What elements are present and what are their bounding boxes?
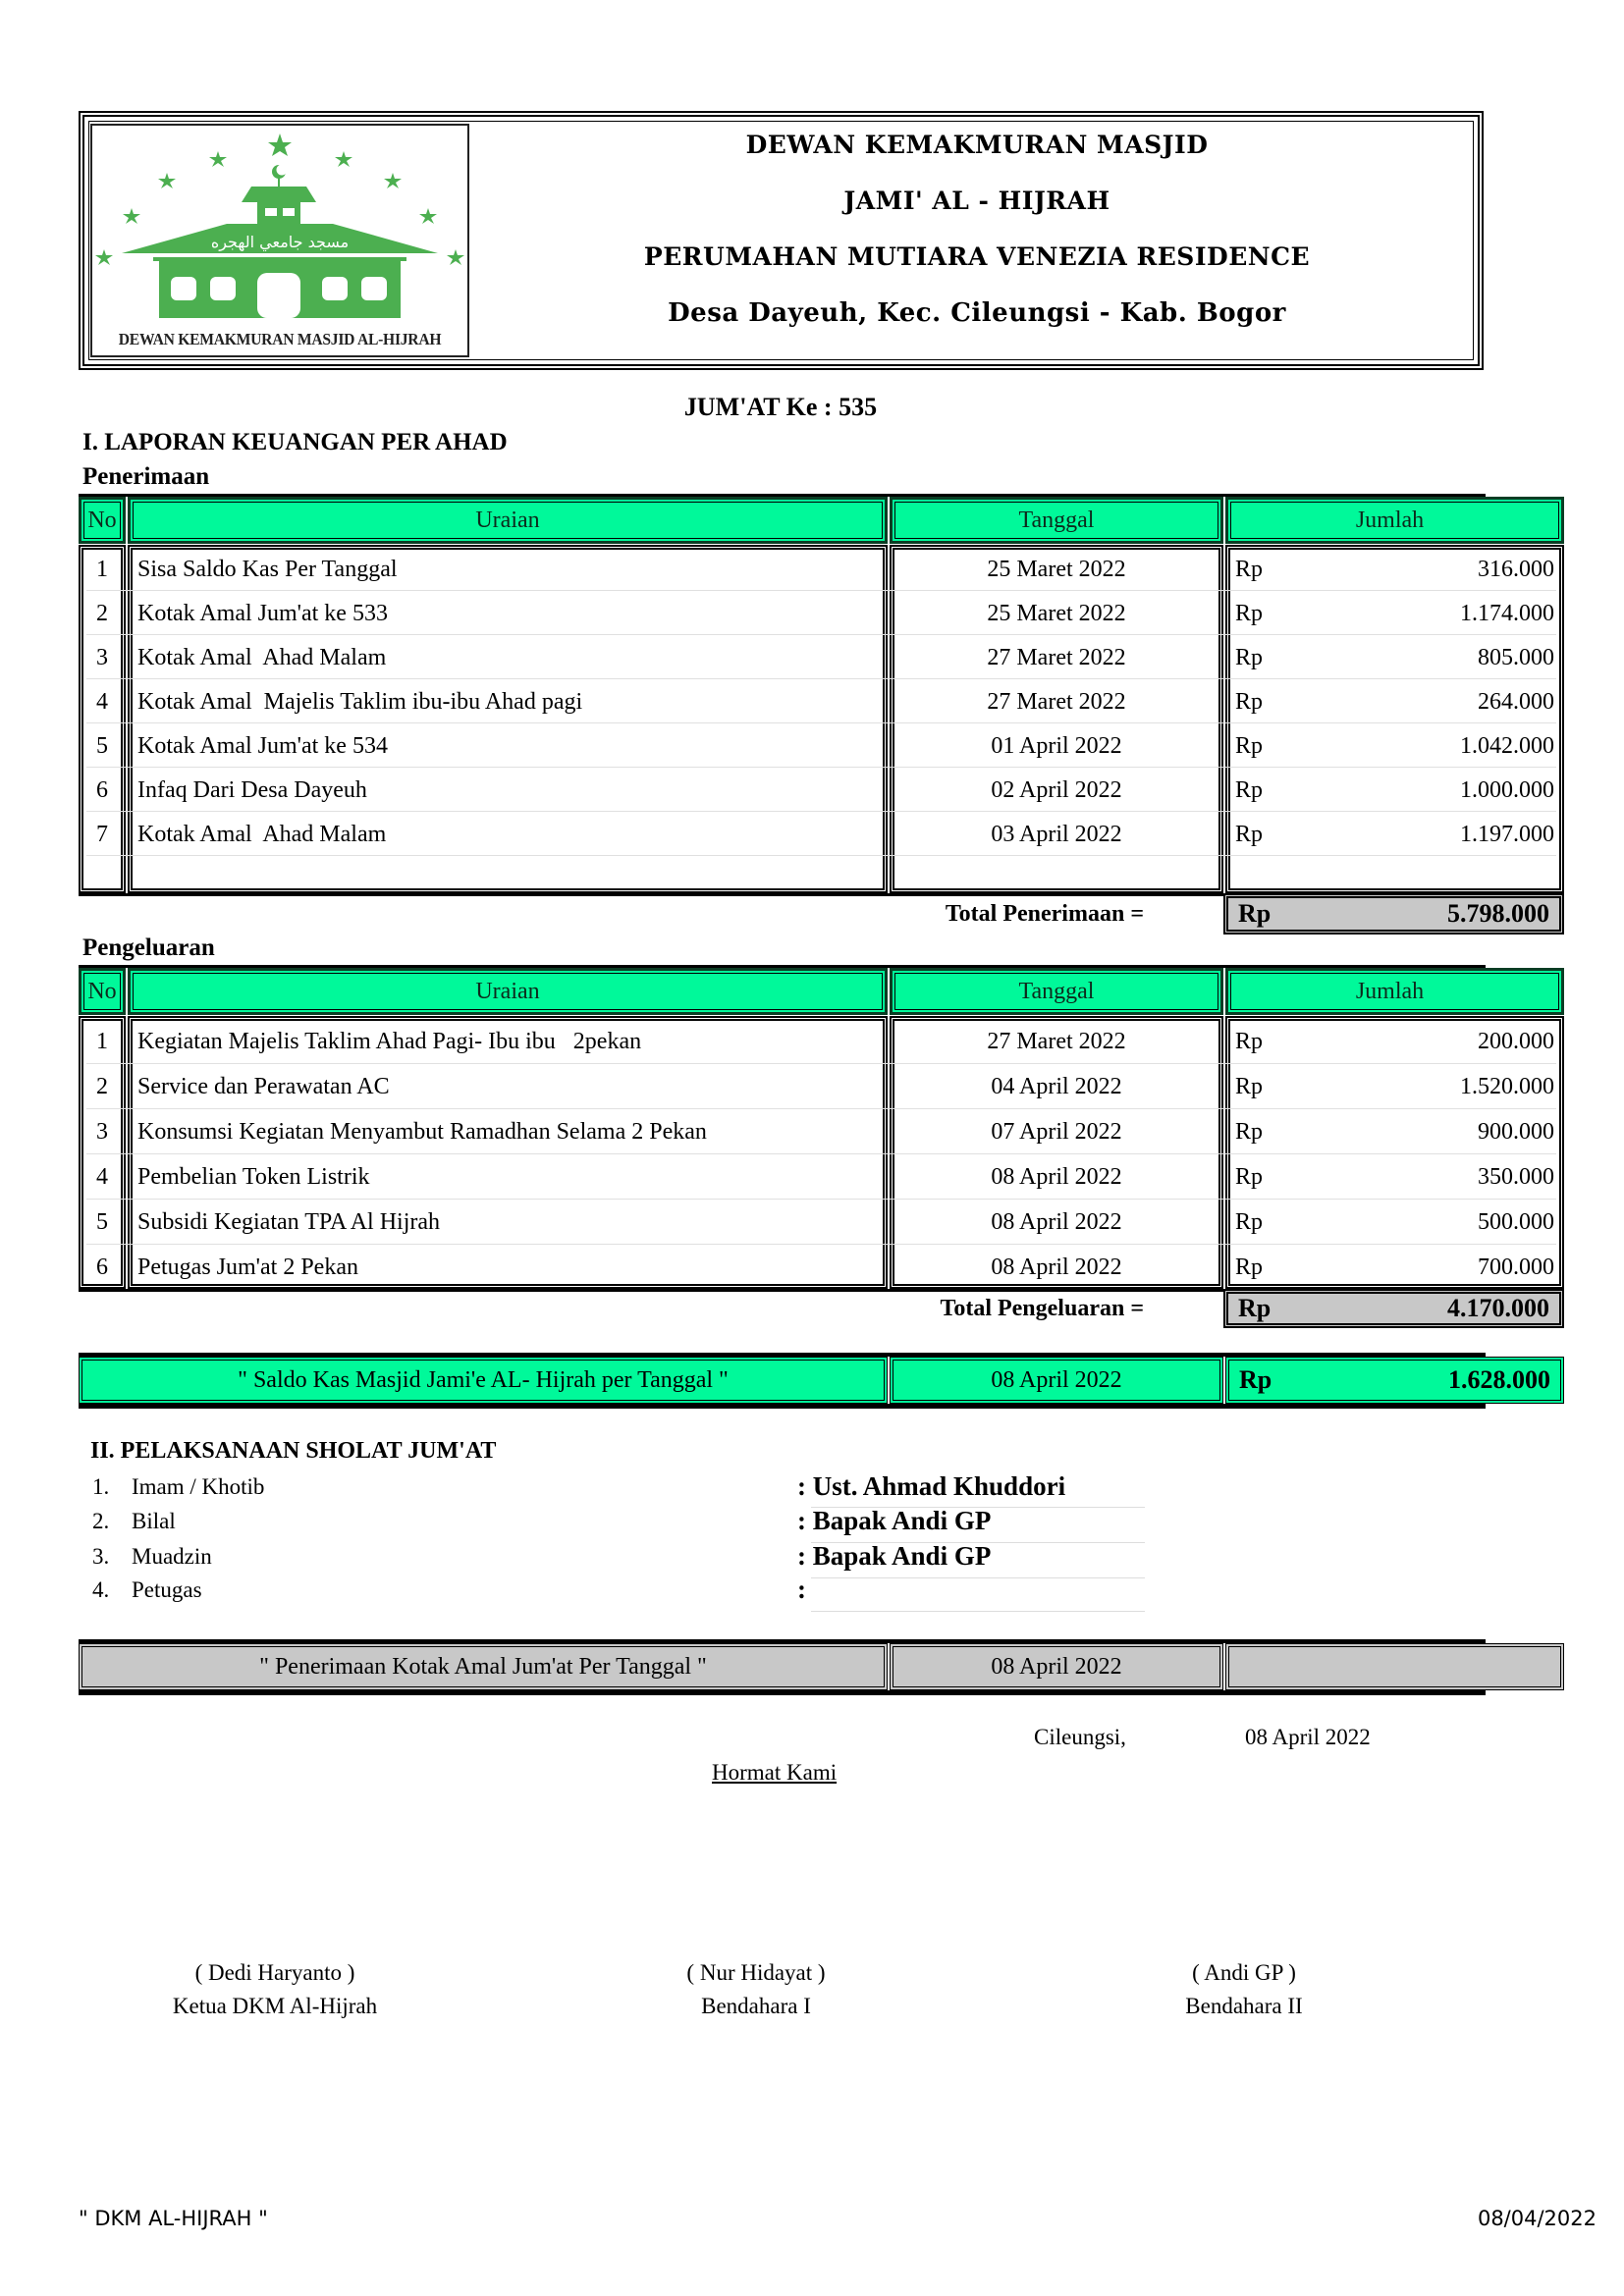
table-row: [79, 813, 1554, 856]
saldo-date: 08 April 2022: [890, 1357, 1223, 1404]
table-row: [79, 769, 1554, 812]
row-uraian: Infaq Dari Desa Dayeuh: [137, 776, 367, 803]
row-jumlah: [1225, 636, 1564, 679]
table-row: [79, 1246, 1554, 1289]
row-no: 2: [96, 600, 108, 626]
currency: Rp: [1235, 776, 1264, 803]
total-pengeluaran-label: Total Pengeluaran =: [940, 1295, 1144, 1321]
signature-name: ( Dedi Haryanto ): [194, 1960, 355, 1985]
signature-name: ( Andi GP ): [1192, 1960, 1296, 1985]
row-no: 2: [96, 1074, 108, 1099]
col-header-jumlah: Jumlah: [1225, 497, 1564, 544]
row-uraian: Konsumsi Kegiatan Menyambut Ramadhan Selama 2 Pekan: [137, 1119, 707, 1145]
jumat-number-title: JUM'AT Ke : 535: [683, 393, 878, 421]
amount: 1.042.000: [1460, 732, 1554, 759]
row-uraian: Kotak Amal Jum'at ke 533: [137, 600, 388, 626]
row-jumlah: [1225, 1110, 1564, 1154]
currency: Rp: [1235, 1074, 1264, 1099]
row-jumlah: [1225, 592, 1564, 635]
row-uraian: Kotak Amal Ahad Malam: [137, 644, 387, 670]
officer-num: 3.: [92, 1544, 110, 1569]
signature-role: Ketua DKM Al-Hijrah: [172, 1994, 378, 2018]
row-tanggal: 01 April 2022: [991, 732, 1122, 759]
officer-role: Muadzin: [132, 1544, 212, 1569]
hormat-kami: Hormat Kami: [712, 1760, 838, 1785]
table-row: [79, 680, 1554, 723]
saldo-kas-row: [79, 1353, 1550, 1409]
pengeluaran-label: Pengeluaran: [82, 934, 215, 961]
col-header-no: No: [79, 497, 126, 544]
row-no: 1: [96, 1029, 108, 1054]
col-header-uraian: Uraian: [128, 968, 888, 1015]
currency: Rp: [1235, 1209, 1264, 1235]
address: Desa Dayeuh, Kec. Cileungsi - Kab. Bogor: [668, 298, 1286, 328]
pengeluaran-table: [79, 965, 1554, 1328]
table-row: [79, 548, 1554, 591]
amount: 1.000.000: [1460, 776, 1554, 803]
saldo-label: " Saldo Kas Masjid Jami'e AL- Hijrah per Tanggal ": [79, 1357, 888, 1404]
row-tanggal: 02 April 2022: [991, 776, 1122, 803]
amount: 500.000: [1478, 1209, 1554, 1235]
row-uraian: Kotak Amal Ahad Malam: [137, 821, 387, 847]
logo: [90, 124, 469, 357]
table-header-row: [79, 968, 1486, 1015]
row-uraian: Kotak Amal Majelis Taklim ibu-ibu Ahad pagi: [137, 688, 583, 715]
col-header-jumlah: Jumlah: [1225, 968, 1564, 1015]
row-tanggal: 25 Maret 2022: [987, 600, 1126, 626]
currency: Rp: [1235, 821, 1264, 847]
row-no: 4: [96, 688, 108, 715]
amount: 350.000: [1478, 1164, 1554, 1190]
officer-role: Petugas: [132, 1577, 202, 1602]
row-tanggal: 08 April 2022: [991, 1209, 1122, 1235]
col-header-no: No: [79, 968, 126, 1015]
currency: Rp: [1239, 1365, 1272, 1394]
footer-date: 08/04/2022: [1477, 2207, 1597, 2230]
row-tanggal: 27 Maret 2022: [987, 688, 1126, 715]
kotak-amal-label: " Penerimaan Kotak Amal Jum'at Per Tanggal ": [79, 1643, 888, 1690]
total-penerimaan-label: Total Penerimaan =: [945, 900, 1144, 927]
currency: Rp: [1235, 1254, 1264, 1280]
row-no: 5: [96, 732, 108, 759]
amount: 200.000: [1478, 1029, 1554, 1054]
kotak-amal-date: 08 April 2022: [890, 1643, 1223, 1690]
row-uraian: Sisa Saldo Kas Per Tanggal: [137, 556, 398, 582]
saldo-amount-cell: [1225, 1357, 1564, 1404]
officer-num: 4.: [92, 1577, 110, 1602]
row-jumlah: [1225, 769, 1564, 812]
currency: Rp: [1238, 1294, 1272, 1322]
amount: 805.000: [1478, 644, 1554, 670]
signature-role: Bendahara II: [1185, 1994, 1303, 2018]
currency: Rp: [1235, 600, 1264, 626]
currency: Rp: [1235, 732, 1264, 759]
officer-name: : Bapak Andi GP: [797, 1506, 992, 1535]
section1-title: I. LAPORAN KEUANGAN PER AHAD: [82, 429, 508, 455]
table-row: [79, 1201, 1554, 1245]
table-row: [79, 1065, 1554, 1109]
currency: Rp: [1235, 1119, 1264, 1145]
officer-num: 2.: [92, 1509, 110, 1533]
row-uraian: Subsidi Kegiatan TPA Al Hijrah: [137, 1209, 441, 1235]
row-tanggal: 27 Maret 2022: [987, 644, 1126, 670]
section2-title: II. PELAKSANAAN SHOLAT JUM'AT: [90, 1438, 497, 1464]
amount: 900.000: [1478, 1119, 1554, 1145]
amount: 264.000: [1478, 688, 1554, 715]
row-jumlah: [1225, 1020, 1564, 1064]
row-jumlah: [1225, 1201, 1564, 1245]
currency: Rp: [1235, 1029, 1264, 1054]
amount: 700.000: [1478, 1254, 1554, 1280]
row-uraian: Service dan Perawatan AC: [137, 1074, 390, 1099]
logo-caption: DEWAN KEMAKMURAN MASJID AL-HIJRAH: [118, 330, 442, 348]
col-header-uraian: Uraian: [128, 497, 888, 544]
saldo-amount: 1.628.000: [1448, 1365, 1550, 1394]
officer-role: Imam / Khotib: [132, 1474, 265, 1499]
row-tanggal: 25 Maret 2022: [987, 556, 1126, 582]
currency: Rp: [1238, 899, 1272, 928]
row-jumlah: [1225, 724, 1564, 768]
row-jumlah: [1225, 680, 1564, 723]
row-jumlah: [1225, 548, 1564, 591]
row-no: 6: [96, 776, 108, 803]
row-jumlah: [1225, 1155, 1564, 1200]
row-jumlah: [1225, 1065, 1564, 1109]
row-tanggal: 08 April 2022: [991, 1164, 1122, 1190]
amount: 1.174.000: [1460, 600, 1554, 626]
row-uraian: Pembelian Token Listrik: [137, 1164, 370, 1190]
table-row: [79, 1020, 1554, 1064]
table-header-row: [79, 497, 1486, 544]
kotak-amal-amount: [1225, 1643, 1564, 1690]
row-no: 4: [96, 1164, 108, 1190]
total-pengeluaran-box: [1223, 1289, 1564, 1328]
currency: Rp: [1235, 688, 1264, 715]
row-jumlah: [1225, 1246, 1564, 1289]
row-no: 3: [96, 1119, 108, 1145]
total-pengeluaran-value: 4.170.000: [1447, 1294, 1549, 1322]
total-penerimaan-value: 5.798.000: [1447, 899, 1549, 928]
currency: Rp: [1235, 644, 1264, 670]
officer-role: Bilal: [132, 1509, 176, 1533]
amount: 316.000: [1478, 556, 1554, 582]
footer-left: " DKM AL-HIJRAH ": [79, 2207, 268, 2230]
table-row: [79, 636, 1554, 679]
mosque-logo-icon: [92, 126, 467, 322]
col-header-tanggal: Tanggal: [890, 968, 1223, 1015]
table-row: [79, 592, 1554, 635]
row-no: 1: [96, 556, 108, 582]
total-penerimaan-row: [79, 893, 1549, 934]
penerimaan-label: Penerimaan: [82, 463, 210, 490]
amount: 1.520.000: [1460, 1074, 1554, 1099]
table-row: [79, 724, 1554, 768]
currency: Rp: [1235, 556, 1264, 582]
row-tanggal: 03 April 2022: [991, 821, 1122, 847]
row-uraian: Kotak Amal Jum'at ke 534: [137, 732, 388, 759]
row-tanggal: 27 Maret 2022: [987, 1029, 1126, 1054]
row-uraian: Petugas Jum'at 2 Pekan: [137, 1254, 358, 1280]
officer-num: 1.: [92, 1474, 110, 1499]
row-uraian: Kegiatan Majelis Taklim Ahad Pagi- Ibu ibu 2pekan: [137, 1029, 642, 1054]
housing-name: PERUMAHAN MUTIARA VENEZIA RESIDENCE: [643, 242, 1311, 271]
closing-place: Cileungsi,: [1034, 1725, 1126, 1749]
table-row: [79, 1110, 1554, 1154]
row-tanggal: 04 April 2022: [991, 1074, 1122, 1099]
col-header-tanggal: Tanggal: [890, 497, 1223, 544]
table-row: [79, 1155, 1554, 1200]
total-penerimaan-box: [1223, 893, 1564, 934]
row-tanggal: 08 April 2022: [991, 1254, 1122, 1280]
row-tanggal: 07 April 2022: [991, 1119, 1122, 1145]
row-no: 3: [96, 644, 108, 670]
closing-date: 08 April 2022: [1245, 1725, 1371, 1749]
signature-name: ( Nur Hidayat ): [686, 1960, 826, 1985]
row-no: 5: [96, 1209, 108, 1235]
officer-name: : Ust. Ahmad Khuddori: [797, 1471, 1066, 1501]
row-jumlah: [1225, 813, 1564, 856]
row-no: 7: [96, 821, 108, 847]
signature-role: Bendahara I: [701, 1994, 811, 2018]
mosque-name: JAMI' AL - HIJRAH: [843, 187, 1110, 215]
amount: 1.197.000: [1460, 821, 1554, 847]
officer-name: :: [797, 1575, 806, 1604]
officer-name: : Bapak Andi GP: [797, 1541, 992, 1571]
org-name: DEWAN KEMAKMURAN MASJID: [745, 131, 1209, 159]
svg-text:مسجد جامعي الهجره: مسجد جامعي الهجره: [210, 233, 350, 251]
kotak-amal-row: [79, 1639, 1486, 1695]
penerimaan-table: [79, 494, 1554, 935]
total-pengeluaran-row: [79, 1289, 1549, 1328]
row-no: 6: [96, 1254, 108, 1280]
currency: Rp: [1235, 1164, 1264, 1190]
